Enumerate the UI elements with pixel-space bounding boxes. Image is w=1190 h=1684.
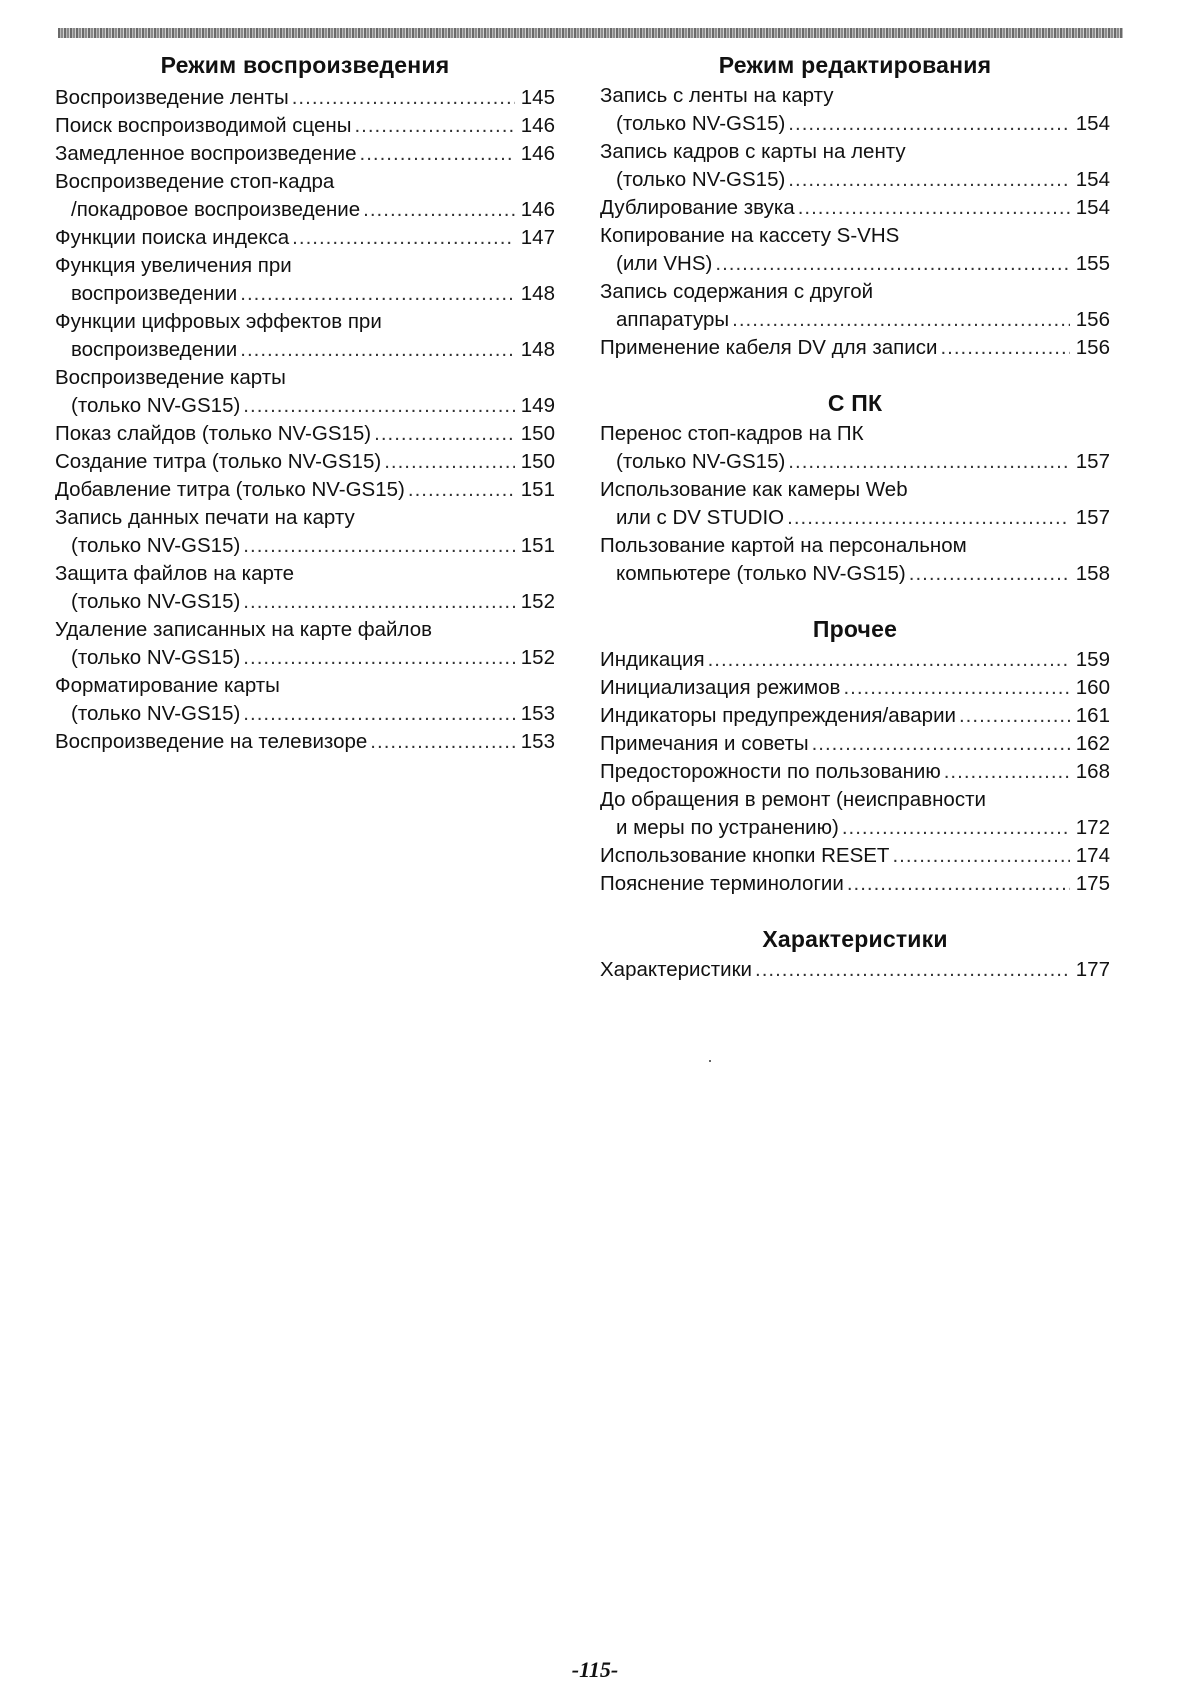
- entry-title-line: Функция увеличения при: [55, 254, 292, 277]
- toc-entry[interactable]: [600, 702, 1110, 730]
- toc-entry[interactable]: [55, 84, 555, 112]
- entry-page-number: 160: [1075, 676, 1110, 699]
- entry-title-line: Форматирование карты: [55, 674, 280, 697]
- entry-leader-line: [600, 702, 1110, 730]
- entry-title-line: Воспроизведение карты: [55, 366, 286, 389]
- entry-page-number: 151: [520, 478, 555, 501]
- toc-entry[interactable]: [55, 728, 555, 756]
- section-title: Режим воспроизведения: [160, 52, 450, 78]
- toc-entry[interactable]: [600, 532, 1110, 588]
- dot-leader: [240, 280, 515, 308]
- toc-entry[interactable]: [55, 420, 555, 448]
- toc-entry[interactable]: [600, 82, 1110, 138]
- entry-title-line: (только NV-GS15): [616, 168, 786, 191]
- entry-title-line: воспроизведении: [71, 338, 238, 361]
- entry-title-line: Воспроизведение ленты: [55, 86, 289, 109]
- dot-leader: [708, 646, 1070, 674]
- entry-page-number: 174: [1075, 844, 1110, 867]
- toc-entry[interactable]: [55, 308, 555, 364]
- toc-entry[interactable]: [600, 674, 1110, 702]
- page-number: -115-: [571, 1657, 619, 1682]
- dot-leader: [360, 140, 515, 168]
- section-title: Характеристики: [762, 926, 948, 952]
- toc-entry[interactable]: [600, 956, 1110, 984]
- entry-page-number: 145: [520, 86, 555, 109]
- entry-title-line: Воспроизведение стоп-кадра: [55, 170, 335, 193]
- entry-title-line: До обращения в ремонт (неисправности: [600, 788, 986, 811]
- entry-title-line: Индикаторы предупреждения/аварии: [600, 704, 956, 727]
- entry-page-number: 157: [1075, 450, 1110, 473]
- section-title: Прочее: [812, 616, 898, 642]
- entry-page-number: 150: [520, 422, 555, 445]
- entry-title-line: Использование кнопки RESET: [600, 844, 890, 867]
- entry-title-line: Пояснение терминологии: [600, 872, 844, 895]
- toc-right-column: [600, 50, 1110, 1010]
- entry-page-number: 147: [520, 226, 555, 249]
- entry-page-number: 146: [520, 142, 555, 165]
- entry-leader-line: [600, 674, 1110, 702]
- entry-title-line: Удаление записанных на карте файлов: [55, 618, 432, 641]
- entry-title-line: Характеристики: [600, 958, 752, 981]
- dot-leader: [892, 842, 1069, 870]
- entry-page-number: 159: [1075, 648, 1110, 671]
- toc-entry[interactable]: [600, 646, 1110, 674]
- dot-leader: [959, 702, 1070, 730]
- entry-leader-line: [55, 84, 555, 112]
- entry-title-line: Запись содержания с другой: [600, 280, 874, 303]
- section-title: Режим редактирования: [718, 52, 992, 78]
- entry-title-line: Индикация: [600, 648, 705, 671]
- entry-title-line: (или VHS): [616, 252, 713, 275]
- entry-leader-line: [55, 448, 555, 476]
- entry-leader-line: [600, 504, 1110, 532]
- toc-entry[interactable]: [600, 138, 1110, 194]
- entry-title-line: Дублирование звука: [600, 196, 795, 219]
- section-title: С ПК: [827, 390, 883, 416]
- entry-leader-line: [55, 392, 555, 420]
- toc-entry[interactable]: [55, 504, 555, 560]
- dot-leader: [847, 870, 1070, 898]
- dot-leader: [374, 420, 515, 448]
- entry-page-number: 155: [1075, 252, 1110, 275]
- dot-leader: [787, 504, 1070, 532]
- entry-title-line: /покадровое воспроизведение: [71, 198, 361, 221]
- toc-entry[interactable]: [55, 448, 555, 476]
- dot-leader: [843, 674, 1069, 702]
- entry-leader-line: [600, 842, 1110, 870]
- toc-section: [600, 50, 1110, 362]
- toc-entry[interactable]: [600, 786, 1110, 842]
- entry-page-number: 168: [1075, 760, 1110, 783]
- toc-entry[interactable]: [55, 476, 555, 504]
- toc-entry[interactable]: [55, 364, 555, 420]
- entry-title-line: аппаратуры: [616, 308, 730, 331]
- entry-leader-line: [600, 956, 1110, 984]
- entry-leader-line: [600, 730, 1110, 758]
- entry-leader-line: [55, 700, 555, 728]
- entry-leader-line: [600, 306, 1110, 334]
- dot-leader: [909, 560, 1070, 588]
- entry-title-line: Использование как камеры Web: [600, 478, 908, 501]
- entry-title-line: (только NV-GS15): [616, 450, 786, 473]
- dot-leader: [788, 110, 1069, 138]
- entry-title-line: Запись кадров с карты на ленту: [600, 140, 906, 163]
- dot-leader: [370, 728, 514, 756]
- dot-leader: [292, 84, 515, 112]
- dot-leader: [363, 196, 515, 224]
- toc-entry[interactable]: [600, 842, 1110, 870]
- entry-title-line: Защита файлов на карте: [55, 562, 295, 585]
- entry-title-line: компьютере (только NV-GS15): [616, 562, 906, 585]
- entry-leader-line: [600, 646, 1110, 674]
- entry-title-line: Функции поиска индекса: [55, 226, 290, 249]
- entry-leader-line: [600, 334, 1110, 362]
- entry-leader-line: [600, 758, 1110, 786]
- entry-title-line: Поиск воспроизводимой сцены: [55, 114, 352, 137]
- entry-title-line: Показ слайдов (только NV-GS15): [55, 422, 372, 445]
- toc-entry[interactable]: [600, 278, 1110, 334]
- toc-section: [600, 924, 1110, 984]
- entry-page-number: 148: [520, 338, 555, 361]
- entry-leader-line: [600, 194, 1110, 222]
- entry-title-line: Воспроизведение на телевизоре: [55, 730, 368, 753]
- toc-entry[interactable]: [55, 560, 555, 616]
- toc-entry[interactable]: [55, 168, 555, 224]
- toc-entry[interactable]: [55, 224, 555, 252]
- dot-leader: [788, 448, 1069, 476]
- entry-page-number: 156: [1075, 336, 1110, 359]
- entry-title-line: (только NV-GS15): [71, 394, 241, 417]
- entry-title-line: или с DV STUDIO: [616, 506, 785, 529]
- entry-leader-line: [600, 560, 1110, 588]
- entry-leader-line: [55, 644, 555, 672]
- toc-section: [600, 614, 1110, 898]
- entry-leader-line: [600, 110, 1110, 138]
- dot-leader: [243, 392, 514, 420]
- header-rule: [58, 28, 1123, 38]
- toc-section: [600, 388, 1110, 588]
- toc-entry[interactable]: [55, 252, 555, 308]
- entry-title-line: воспроизведении: [71, 282, 238, 305]
- toc-entry[interactable]: [55, 112, 555, 140]
- entry-title-line: (только NV-GS15): [71, 534, 241, 557]
- entry-title-line: и меры по устранению): [616, 816, 839, 839]
- entry-title-line: Применение кабеля DV для записи: [600, 336, 938, 359]
- entry-title-line: Замедленное воспроизведение: [55, 142, 357, 165]
- entry-page-number: 177: [1075, 958, 1110, 981]
- toc-entry[interactable]: [600, 730, 1110, 758]
- entry-page-number: 154: [1075, 112, 1110, 135]
- entry-title-line: (только NV-GS15): [616, 112, 786, 135]
- toc-entry[interactable]: [600, 222, 1110, 278]
- entry-title-line: (только NV-GS15): [71, 590, 241, 613]
- entry-page-number: 152: [520, 590, 555, 613]
- dot-leader: [243, 700, 514, 728]
- entry-leader-line: [55, 140, 555, 168]
- dot-leader: [243, 532, 514, 560]
- entry-page-number: 157: [1075, 506, 1110, 529]
- entry-page-number: 146: [520, 114, 555, 137]
- dot-leader: [715, 250, 1069, 278]
- entry-page-number: 158: [1075, 562, 1110, 585]
- dot-leader: [788, 166, 1069, 194]
- entry-page-number: 161: [1075, 704, 1110, 727]
- entry-leader-line: [55, 196, 555, 224]
- entry-page-number: 148: [520, 282, 555, 305]
- entry-page-number: 154: [1075, 196, 1110, 219]
- entry-leader-line: [600, 448, 1110, 476]
- dot-leader: [243, 588, 514, 616]
- entry-title-line: Добавление титра (только NV-GS15): [55, 478, 405, 501]
- entry-title-line: Запись с ленты на карту: [600, 84, 834, 107]
- entry-title-line: Функции цифровых эффектов при: [55, 310, 382, 333]
- dot-leader: [408, 476, 515, 504]
- toc-entry[interactable]: [55, 672, 555, 728]
- dot-leader: [354, 112, 514, 140]
- entry-leader-line: [55, 728, 555, 756]
- entry-page-number: 156: [1075, 308, 1110, 331]
- entry-title-line: Копирование на кассету S-VHS: [600, 224, 900, 247]
- toc-section: [55, 50, 555, 756]
- entry-title-line: (только NV-GS15): [71, 646, 241, 669]
- entry-leader-line: [55, 280, 555, 308]
- toc-entry[interactable]: [600, 476, 1110, 532]
- toc-entry[interactable]: [600, 420, 1110, 476]
- dot-leader: [240, 336, 515, 364]
- entry-title-line: Перенос стоп-кадров на ПК: [600, 422, 864, 445]
- entry-leader-line: [600, 166, 1110, 194]
- toc-entry[interactable]: [55, 616, 555, 672]
- entry-page-number: 172: [1075, 816, 1110, 839]
- dot-leader: [732, 306, 1070, 334]
- entry-leader-line: [55, 420, 555, 448]
- entry-title-line: Примечания и советы: [600, 732, 809, 755]
- entry-title-line: (только NV-GS15): [71, 702, 241, 725]
- entry-leader-line: [55, 336, 555, 364]
- entry-title-line: Запись данных печати на карту: [55, 506, 355, 529]
- dot-leader: [940, 334, 1069, 362]
- entry-page-number: 152: [520, 646, 555, 669]
- scan-speck: [709, 1060, 711, 1062]
- toc-entry[interactable]: [55, 140, 555, 168]
- entry-leader-line: [600, 814, 1110, 842]
- entry-leader-line: [55, 476, 555, 504]
- entry-page-number: 175: [1075, 872, 1110, 895]
- toc-entry[interactable]: [600, 758, 1110, 786]
- entry-page-number: 153: [520, 730, 555, 753]
- entry-page-number: 154: [1075, 168, 1110, 191]
- entry-title-line: Пользование картой на персональном: [600, 534, 967, 557]
- dot-leader: [292, 224, 515, 252]
- entry-title-line: Инициализация режимов: [600, 676, 841, 699]
- toc-left-column: [55, 50, 555, 782]
- entry-leader-line: [600, 870, 1110, 898]
- entry-page-number: 162: [1075, 732, 1110, 755]
- dot-leader: [944, 758, 1070, 786]
- dot-leader: [755, 956, 1070, 984]
- entry-page-number: 149: [520, 394, 555, 417]
- entry-title-line: Предосторожности по пользованию: [600, 760, 941, 783]
- entry-page-number: 153: [520, 702, 555, 725]
- toc-entry[interactable]: [600, 334, 1110, 362]
- entry-page-number: 146: [520, 198, 555, 221]
- dot-leader: [243, 644, 514, 672]
- entry-page-number: 150: [520, 450, 555, 473]
- entry-leader-line: [55, 588, 555, 616]
- dot-leader: [812, 730, 1070, 758]
- entry-leader-line: [55, 532, 555, 560]
- entry-page-number: 151: [520, 534, 555, 557]
- dot-leader: [384, 448, 515, 476]
- entry-leader-line: [55, 224, 555, 252]
- dot-leader: [842, 814, 1070, 842]
- entry-title-line: Создание титра (только NV-GS15): [55, 450, 382, 473]
- entry-leader-line: [600, 250, 1110, 278]
- entry-leader-line: [55, 112, 555, 140]
- toc-entry[interactable]: [600, 194, 1110, 222]
- toc-entry[interactable]: [600, 870, 1110, 898]
- dot-leader: [798, 194, 1070, 222]
